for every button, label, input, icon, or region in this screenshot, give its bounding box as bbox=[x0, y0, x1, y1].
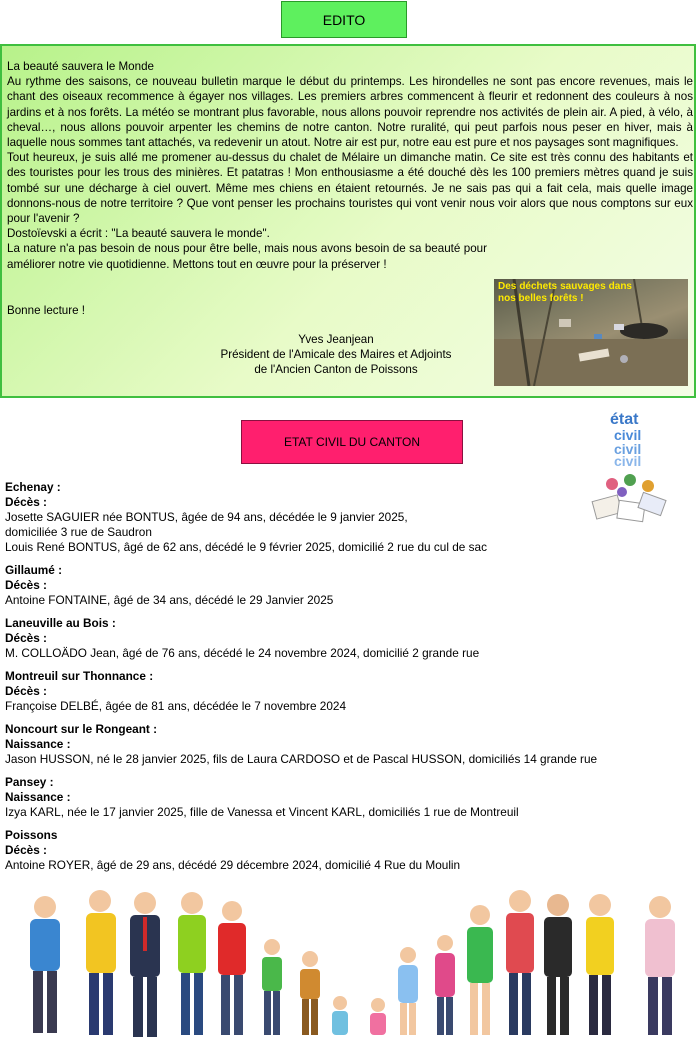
record-entry: Antoine FONTAINE, âgé de 34 ans, décédé le 29 Janvier 2025 bbox=[5, 593, 334, 607]
record-entry: M. COLLOÄDO Jean, âgé de 76 ans, décédé le 24 novembre 2024, domicilié 2 grande rue bbox=[5, 646, 480, 660]
record-type: Naissance : bbox=[5, 737, 71, 751]
edito-box bbox=[0, 44, 696, 398]
record-entry: domiciliée 3 rue de Saudron bbox=[5, 525, 152, 539]
commune-block bbox=[5, 669, 695, 714]
commune-block bbox=[5, 480, 695, 555]
commune-block bbox=[5, 828, 695, 873]
commune-block bbox=[5, 616, 695, 661]
people-illustration bbox=[0, 885, 700, 1041]
commune-block bbox=[5, 775, 695, 820]
commune-name: Noncourt sur le Rongeant : bbox=[5, 722, 158, 736]
record-entry: Izya KARL, née le 17 janvier 2025, fille de Vanessa et Vincent KARL, domiciliés 1 rue de Montreuil bbox=[5, 805, 519, 819]
edito-paragraph: La nature n'a pas besoin de nous pour être belle, mais nous avons besoin de sa beauté pour améliorer notre vie quotidienne. Mettons tout en œuvre pour la préserver ! bbox=[7, 242, 487, 271]
photo-caption: Des déchets sauvages dans nos belles forêts ! bbox=[498, 281, 632, 304]
commune-block bbox=[5, 563, 695, 608]
etat-civil-list bbox=[5, 480, 695, 881]
person-figures bbox=[30, 890, 675, 1037]
signature-role: Président de l'Amicale des Maires et Adjoints bbox=[220, 348, 452, 362]
record-type: Naissance : bbox=[5, 790, 71, 804]
record-type: Décès : bbox=[5, 578, 47, 592]
closing-text: Bonne lecture ! bbox=[7, 304, 85, 317]
record-entry: Louis René BONTUS, âgé de 62 ans, décédé le 9 février 2025, domicilié 2 rue du cul de sac bbox=[5, 540, 487, 554]
edito-paragraph: Tout heureux, je suis allé me promener au-dessus du chalet de Mélaire un dimanche matin. Ce site est très connu des habitants et des touristes pour les trous des minières. Et patatras ! Mon enthousiasme a été douché dès les 100 premiers mètres quand je suis tombé sur une décharge à ciel ouvert. Même mes chiens en étaient retournés. Je ne sais pas qui a fait cela, mais quelle image donnons-nous de notre territoire ? Que vont penser les prochains touristes qui vont venir nous voir alors que nous comptons sur eux pour l'avenir ? bbox=[7, 151, 693, 226]
commune-name: Montreuil sur Thonnance : bbox=[5, 669, 154, 683]
commune-block bbox=[5, 722, 695, 767]
edito-paragraph: La beauté sauvera le Monde bbox=[7, 60, 154, 73]
edito-paragraph: Au rythme des saisons, ce nouveau bulletin marque le début du printemps. Les hirondelles ne sont pas encore revenues, mais le chant des oiseaux recommence à égayer nos villages. Les premiers arbres commencent à fleurir et redonnent des couleurs à nos jardins et à nos forêts. La météo se montrant plus favorable, nous allons pouvoir reprendre nos activités de plein air. A pied, à vélo, à cheval…, nous allons pouvoir arpenter les chemins de notre canton. Notre ruralité, qui peut parfois nous peser en hiver, mais à laquelle nous sommes tant attachés, va redevenir un atout. Notre air est pur, notre eau est pure et nos paysages sont magnifiques. bbox=[7, 75, 693, 150]
record-entry: Josette SAGUIER née BONTUS, âgée de 94 ans, décédée le 9 janvier 2025, bbox=[5, 510, 408, 524]
logo-word: état bbox=[610, 411, 639, 428]
commune-name: Echenay : bbox=[5, 480, 61, 494]
commune-name: Laneuville au Bois : bbox=[5, 616, 116, 630]
record-type: Décès : bbox=[5, 631, 47, 645]
family-people-icon bbox=[0, 885, 700, 1041]
edito-title: EDITO bbox=[281, 1, 407, 38]
record-type: Décès : bbox=[5, 684, 47, 698]
forest-waste-photo bbox=[494, 279, 688, 386]
logo-word: civil bbox=[614, 427, 642, 443]
logo-word: civil bbox=[614, 441, 642, 457]
record-type: Décès : bbox=[5, 495, 47, 509]
commune-name: Gillaumé : bbox=[5, 563, 63, 577]
signature-block bbox=[192, 332, 480, 378]
edito-text bbox=[7, 59, 693, 272]
logo-word: civil bbox=[614, 453, 642, 469]
signature-name: Yves Jeanjean bbox=[298, 333, 374, 346]
commune-name: Pansey : bbox=[5, 775, 54, 789]
record-entry: Jason HUSSON, né le 28 janvier 2025, fils de Laura CARDOSO et de Pascal HUSSON, domiciliés 14 grande rue bbox=[5, 752, 598, 766]
etat-civil-title: ETAT CIVIL DU CANTON bbox=[241, 420, 463, 464]
record-entry: Françoise DELBÉ, âgée de 81 ans, décédée le 7 novembre 2024 bbox=[5, 699, 347, 713]
record-type: Décès : bbox=[5, 843, 47, 857]
edito-paragraph: Dostoïevski a écrit : "La beauté sauvera le monde". bbox=[7, 227, 270, 241]
signature-role: de l'Ancien Canton de Poissons bbox=[254, 363, 418, 377]
record-entry: Antoine ROYER, âgé de 29 ans, décédé 29 décembre 2024, domicilié 4 Rue du Moulin bbox=[5, 858, 461, 872]
commune-name: Poissons bbox=[5, 828, 58, 842]
